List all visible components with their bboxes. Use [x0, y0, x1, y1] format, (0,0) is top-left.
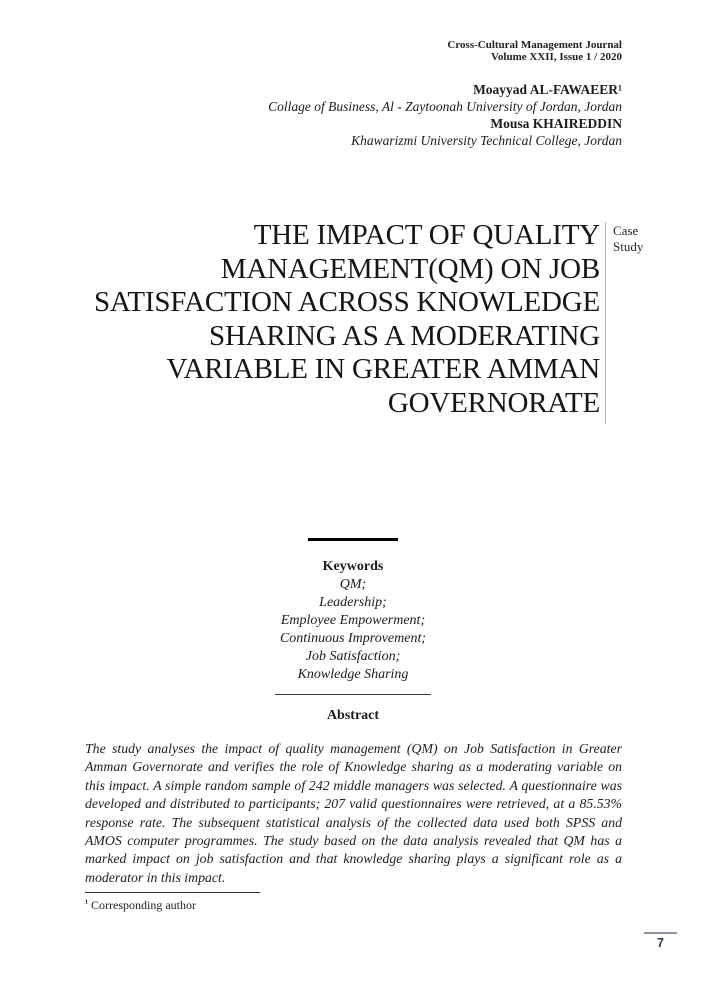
page-footer-rule — [644, 932, 677, 934]
author-name: Mousa KHAIREDDIN — [490, 116, 622, 131]
title-line: VARIABLE IN GREATER AMMAN — [166, 353, 600, 385]
keyword-item: Knowledge Sharing — [297, 667, 409, 682]
article-type-label — [613, 223, 643, 254]
title-divider-rule — [605, 222, 606, 424]
authors-block — [268, 81, 622, 149]
footnote-text: Corresponding author — [91, 898, 196, 912]
footnote — [85, 898, 196, 913]
title-line: SHARING AS A MODERATING — [209, 319, 600, 352]
keywords-heading: Keywords — [322, 559, 384, 574]
page-number: 7 — [657, 936, 664, 950]
title-line: MANAGEMENT(QM) ON JOB — [220, 252, 600, 285]
title-line: THE IMPACT OF QUALITY — [253, 219, 600, 251]
keywords-bottom-rule — [275, 694, 431, 695]
abstract-text: The study analyses the impact of quality management (QM) on Job Satisfaction in Greater Amman Governorate and verifies the role of Knowledge sharing as a moderating variable on this impact. A simple random sample of 242 middle managers was selected. A questionnaire was developed and distributed to participants; 207 valid questionnaires were retrieved, at a 85.53% response rate. The subsequent statistical analysis of the collected data used both SPSS and AMOS computer programmes. The study based on the data analysis revealed that QM has a marked impact on job satisfaction and that knowledge sharing plays a significant role as a moderator in this impact. — [85, 741, 622, 885]
journal-header — [447, 39, 622, 63]
keywords-top-rule — [308, 538, 398, 541]
keyword-item: Leadership; — [319, 595, 387, 610]
keyword-item: Employee Empowerment; — [280, 613, 426, 628]
abstract-heading: Abstract — [326, 708, 380, 723]
paper-title — [94, 219, 600, 420]
keyword-item: Continuous Improvement; — [279, 631, 427, 646]
title-line: SATISFACTION ACROSS KNOWLEDGE — [93, 286, 600, 318]
keywords-block — [203, 538, 503, 695]
article-type-line: Study — [613, 238, 644, 254]
author-name: Moayyad AL-FAWAEER¹ — [473, 82, 622, 97]
journal-name: Cross-Cultural Management Journal — [447, 39, 622, 51]
journal-volume-issue: Volume XXII, Issue 1 / 2020 — [490, 51, 622, 63]
keyword-item: Job Satisfaction; — [305, 649, 401, 664]
article-type-line: Case — [613, 223, 639, 238]
author-affiliation: Khawarizmi University Technical College, Jordan — [351, 133, 622, 148]
footnote-rule — [85, 892, 260, 893]
keyword-item: QM; — [339, 577, 367, 592]
author-affiliation: Collage of Business, Al - Zaytoonah University of Jordan, Jordan — [268, 99, 622, 114]
title-line: GOVERNORATE — [387, 386, 600, 419]
footnote-marker: ¹ — [85, 898, 88, 909]
